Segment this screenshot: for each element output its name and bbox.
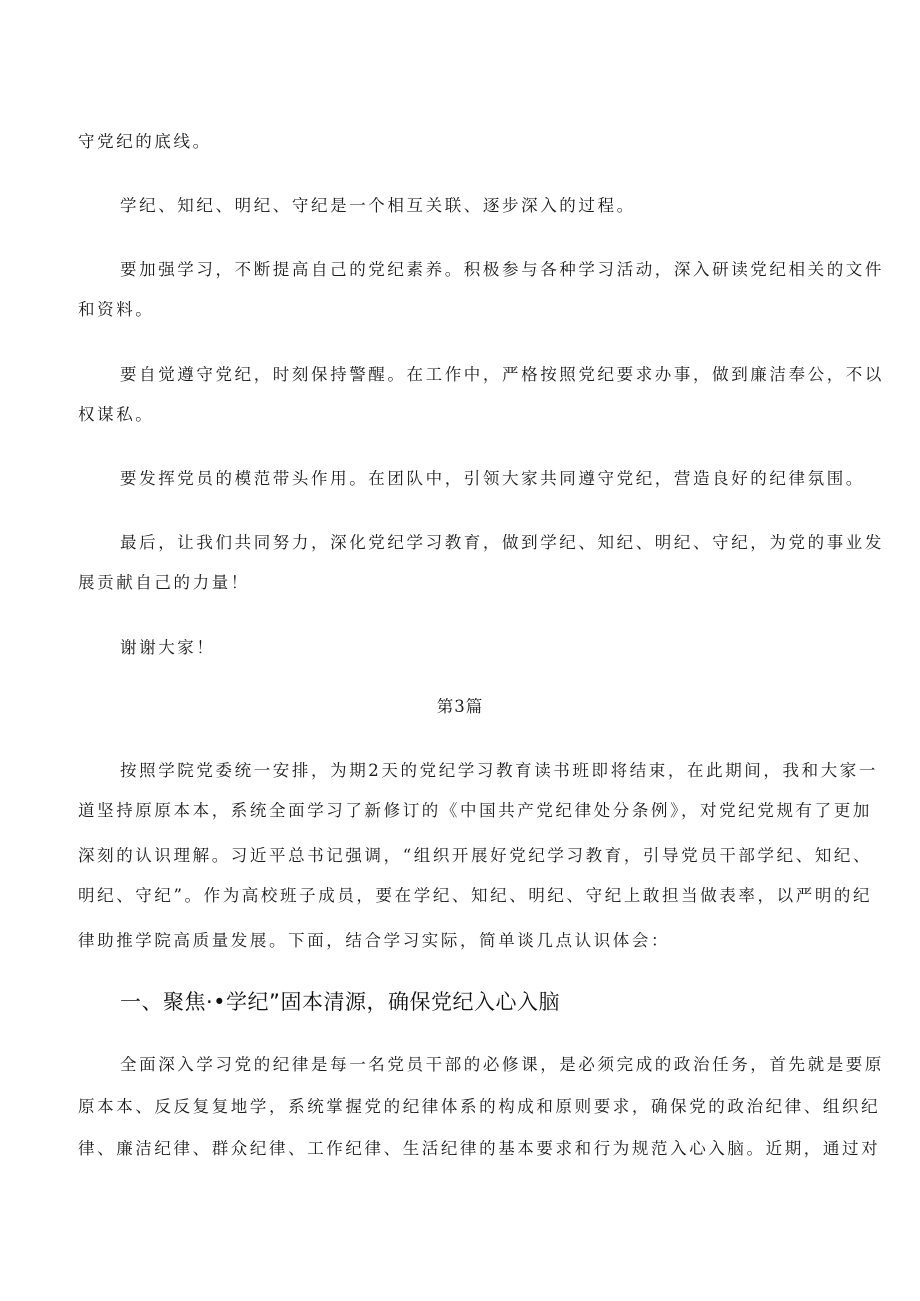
paragraph-line-5: 要自觉遵守党纪，时刻保持警醒。在工作中，严格按照党纪要求办事，做到廉洁奉公，不以	[120, 365, 884, 384]
body-paragraph-line-1: 全面深入学习党的纪律是每一名党员干部的必修课，是必须完成的政治任务，首先就是要原	[120, 1055, 884, 1074]
paragraph-line-4: 和资料。	[78, 300, 155, 319]
paragraph-line-1: 守党纪的底线。	[78, 132, 212, 151]
paragraph-line-8: 最后，让我们共同努力，深化党纪学习教育，做到学纪、知纪、明纪、守纪，为党的事业发	[120, 533, 884, 552]
section-paragraph-line-4: 明纪、守纪”。作为高校班子成员，要在学纪、知纪、明纪、守纪上敢担当做表率，以严明的纪	[78, 886, 873, 905]
paragraph-line-9: 展贡献自己的力量！	[78, 573, 250, 592]
body-paragraph-line-3: 律、廉洁纪律、群众纪律、工作纪律、生活纪律的基本要求和行为规范入心入脑。近期，通过对	[78, 1139, 881, 1158]
section-paragraph-line-5: 律助推学院高质量发展。下面，结合学习实际，简单谈几点认识体会：	[78, 931, 671, 950]
paragraph-line-10: 谢谢大家！	[120, 638, 216, 657]
section-title: 第3篇	[436, 697, 484, 716]
section-paragraph-line-1: 按照学院党委统一安排，为期2天的党纪学习教育读书班即将结束，在此期间，我和大家一	[120, 761, 878, 780]
paragraph-line-6: 权谋私。	[78, 405, 155, 424]
paragraph-line-2: 学纪、知纪、明纪、守纪是一个相互关联、逐步深入的过程。	[120, 196, 636, 215]
section-heading: 一、聚焦·•学纪”固本清源，确保党纪入心入脑	[120, 990, 560, 1014]
body-paragraph-line-2: 原本本、反反复复地学，系统掌握党的纪律体系的构成和原则要求，确保党的政治纪律、组织纪	[78, 1097, 881, 1116]
section-paragraph-line-2: 道坚持原原本本，系统全面学习了新修订的《中国共产党纪律处分条例》，对党纪党规有了更加	[78, 801, 872, 820]
paragraph-line-3: 要加强学习，不断提高自己的党纪素养。积极参与各种学习活动，深入研读党纪相关的文件	[120, 260, 884, 279]
section-paragraph-line-3: 深刻的认识理解。习近平总书记强调，“组织开展好党纪学习教育，引导党员干部学纪、知纪、	[78, 846, 873, 865]
paragraph-line-7: 要发挥党员的模范带头作用。在团队中，引领大家共同遵守党纪，营造良好的纪律氛围。	[120, 469, 865, 488]
